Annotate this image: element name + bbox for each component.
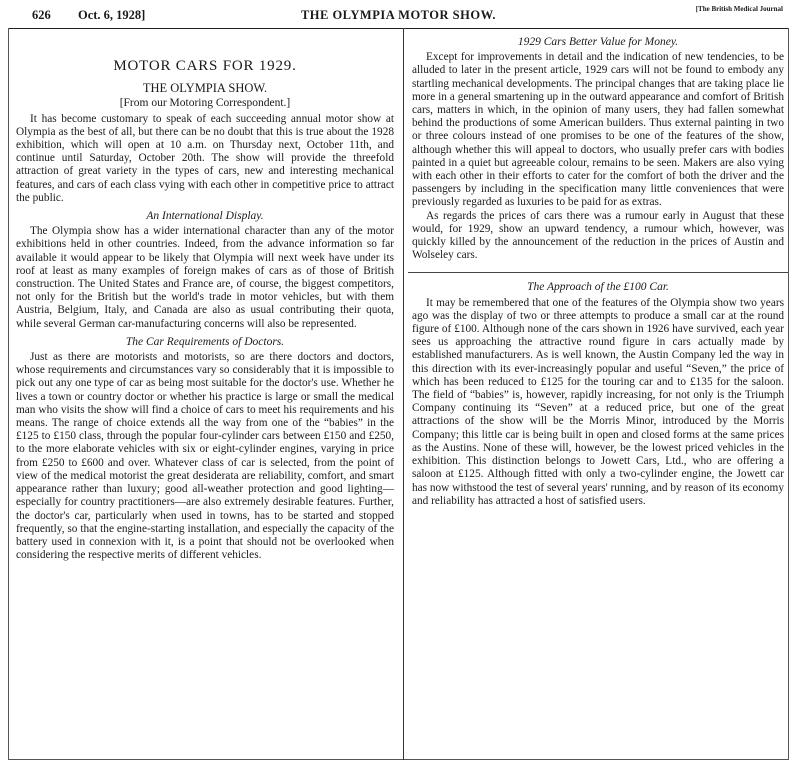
article-subtitle: THE OLYMPIA SHOW. <box>142 81 268 96</box>
section-paragraph: It may be remembered that one of the features of the Olympia show two years ago was the display of two or three attempts to produce a small car at the round figure of £100. Although none of the cars shown in 1926 have survived, each year sees us approaching the attractive round figure in cars actually made by established manufacturers. As is well known, the Austin Company led the way in this direction with its ever-increasingly popular and useful “Seven,” the price of which has been reduced to £125 for the touring car and to £135 for the saloon. The field of “babies” is, however, rapidly increasing, for not only is the Triumph Company continuing its “Seven” at a reduced price, but one of the great attractions of the show will be the Morris Minor, introduced by the Morris Company; this little car is being built in open and closed forms at the same prices as the Austins. None of these will, however, be the lowest priced vehicles in the exhibition. This distinction belongs to Jowett Cars, Ltd., who are offering a saloon at £125. Although fitted with only a two-cylinder engine, the Jowett car has now withstood the test of several years' running, and by reason of its economy and reliability has attracted a host of satisfied users. <box>412 296 784 507</box>
right-column <box>412 34 784 508</box>
intro-paragraph: It has become customary to speak of each succeeding annual motor show at Olympia as the best of all, but there can be no doubt that this is true about the 1928 exhibition, which will open at 10 a.m. on Thursday next, October 11th, and continue until Saturday, October 20th. The show will provide the threefold attraction of great variety in the types of cars, new and interesting mechanical features, and cars of each class vying with each other in competitive price to attract the public. <box>16 112 394 204</box>
section-paragraph: The Olympia show has a wider international character than any of the motor exhibitions held in other countries. Indeed, from the advance information so far available it would appear to be likely that Olympia will next week have under its roof at least as many examples of foreign makes of cars as of those of British construction. The United States and France are, of course, the biggest competitors, not only for the British but the world's trade in motor vehicles, but with them Austria, Belgium, Italy, and Canada are also as usual contributing their quota, while several German car-manufacturing concerns will also be represented. <box>16 225 394 330</box>
article-byline: [From our Motoring Correspondent.] <box>119 97 291 110</box>
section-paragraph: Except for improvements in detail and the indication of new tendencies, to be alluded to later in the present article, 1929 cars will not be found to embody any startling mechanical developments. The principal changes that are taking place lie more in a general smartening up in the outward appearance and comfort of British cars, matters in which, in the opinion of many users, they had fallen somewhat behind the productions of some American builders. Thus external painting in two or three colours instead of one promises to be one of the features of the show, although whether this will appeal to doctors, who usually prefer cars with bodies painted in a quiet but agreeable colour, remains to be seen. Makers are also vying with each other in their efforts to cater for the comfort of both the driver and the passengers by including in the specification many little conveniences that were previously regarded as luxuries to be paid for as extras. <box>412 51 784 209</box>
section-heading: 1929 Cars Better Value for Money. <box>517 36 679 48</box>
page-number: 626 <box>32 8 51 22</box>
section-paragraph: Just as there are motorists and motorists, so are there doctors and doctors, whose requirements and circumstances vary so considerably that it is impossible to pick out any one type of car as being most suitable for the doctor's use. Whether he lives a town or country doctor or whether his practice is large or small the medical man who visits the show will find a choice of cars to meet his requirements and his means. The range of choice extends all the way from one of the “babies” in the £125 to £150 class, through the popular four-cylinder cars between £150 and £250, to the more elaborate vehicles with six or eight-cylinder engines, varying in price from £250 to £600 and over. Whatever class of car is selected, from the point of view of the medical motorist the great desiderata are reliability, comfort, and smart appearance rather than luxury; good all-weather protection and good lighting—especially for country practitioners—are also extremely desirable features. Further, the doctor's car, particularly when used in towns, has to be started and stopped frequently, so that the engine-starting installation, and especially the capacity of the battery used in connexion with it, is a point that should not be overlooked when considering the respective merits of different vehicles. <box>16 351 394 562</box>
running-title: THE OLYMPIA MOTOR SHOW. <box>300 8 497 22</box>
page-border-left <box>8 28 9 760</box>
header-rule <box>8 28 789 29</box>
section-paragraph: As regards the prices of cars there was a rumour early in August that these would, for 1929, show an upward tendency, a rumour which, however, was quickly killed by the announcement of the reduction in the prices of Austin and Wolseley cars. <box>412 209 784 262</box>
section-heading: The Car Requirements of Doctors. <box>125 335 285 348</box>
section-heading: An International Display. <box>146 210 264 223</box>
page-border-bottom <box>8 759 789 760</box>
column-divider <box>403 28 404 760</box>
section-heading: The Approach of the £100 Car. <box>527 281 669 294</box>
page-border-right <box>788 28 789 760</box>
article-title: MOTOR CARS FOR 1929. <box>113 58 297 74</box>
left-column <box>16 34 394 562</box>
running-header <box>8 4 789 26</box>
issue-date: Oct. 6, 1928] <box>78 8 146 22</box>
section-rule <box>408 272 788 273</box>
journal-name: [The British Medical Journal <box>695 5 783 13</box>
